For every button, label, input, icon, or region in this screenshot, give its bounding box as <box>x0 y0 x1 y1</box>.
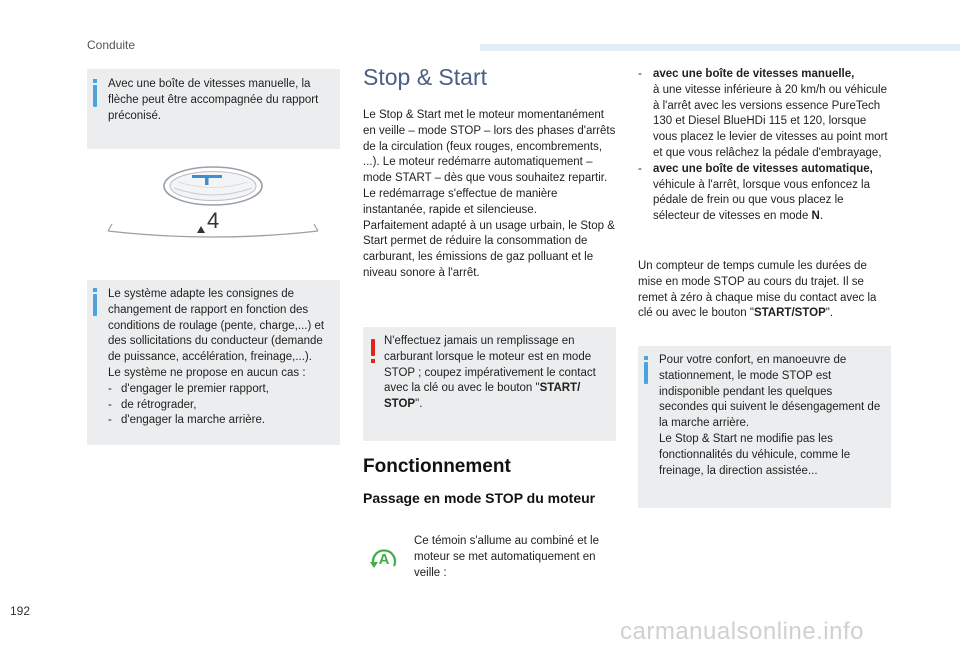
info-icon <box>93 85 97 107</box>
note-paragraph: Le Stop & Start ne modifie pas les fonctionnalités du véhicule, comme le freinage, la direction assistée... <box>659 432 851 477</box>
note-text: Avec une boîte de vitesses manuelle, la flèche peut être accompagnée du rapport préconisé. <box>108 78 319 122</box>
intro-text <box>363 108 618 282</box>
counter-text: Un compteur de temps cumule les durées de mise en mode STOP au cours du trajet. Il se remet à zéro à chaque mise du contact avec la clé ou avec le bouton "START/STOP". <box>638 260 877 320</box>
stop-indicator-icon <box>367 545 401 571</box>
conditions-list-block <box>638 67 891 225</box>
note-paragraph: Pour votre confort, en manoeuvre de stationnement, le mode STOP est indisponible pendant les quelques secondes qui suivent le désengagement de la marche arrière. <box>659 354 881 430</box>
intro-paragraph: Parfaitement adapté à un usage urbain, le Stop & Start permet de réduire la consommation de carburant, les émissions de gaz polluant et le niveau sonore à l'arrêt. <box>363 219 615 279</box>
note-body <box>108 287 336 429</box>
intro-paragraph: Le Stop & Start met le moteur momentanément en veille – mode STOP – lors des phases d'arrêts de la circulation (feux rouges, encombrements, ...). Le moteur redémarre automatiquement – mode START – dès que vous souhaitez repartir. Le redémarrage s'effectue de manière instantanée, rapide et silencieuse. <box>363 109 616 216</box>
indicator-letter: A <box>378 551 390 568</box>
info-note-manual-gearbox <box>87 69 340 149</box>
list-item: - d'engager la marche arrière. <box>108 413 336 429</box>
warning-icon <box>371 339 375 356</box>
watermark: carmanualsonline.info <box>620 618 864 645</box>
info-icon <box>644 362 648 384</box>
list-item: - avec une boîte de vitesses automatique, véhicule à l'arrêt, lorsque vous enfoncez la pédale de frein ou que vous placez le sélecteur de vitesses en mode N. <box>638 162 891 225</box>
info-icon <box>93 294 97 316</box>
conditions-list <box>638 67 891 225</box>
heading-fonctionnement: Fonctionnement <box>363 456 511 477</box>
warning-note-refuel <box>363 327 616 441</box>
note-paragraph: Le système ne propose en aucun cas : <box>108 366 306 379</box>
gear-shift-indicator-illustration <box>100 158 330 248</box>
info-note-comfort <box>638 346 891 508</box>
page-number: 192 <box>10 604 31 618</box>
warning-text: N'effectuez jamais un remplissage en carburant lorsque le moteur est en mode STOP ; coupez impérativement le contact avec la clé ou avec le bouton "START/ STOP". <box>384 335 596 411</box>
heading-passage-stop: Passage en mode STOP du moteur <box>363 490 596 506</box>
restrictions-list <box>108 382 336 429</box>
gear-number: 4 <box>207 208 220 233</box>
note-paragraph: Le système adapte les consignes de changement de rapport en fonction des conditions de roulage (pente, charge,...) et des sollicitations du conducteur (demande de puissance, accélération, freinage,...). <box>108 288 325 364</box>
indicator-text: Ce témoin s'allume au combiné et le moteur se met automatiquement en veille : <box>414 535 600 579</box>
list-item: - avec une boîte de vitesses manuelle, à une vitesse inférieure à 20 km/h ou véhicule à l'arrêt avec les versions essence PureTech 130 et Diesel BlueHDi 115 et 120, lorsque vous placez le levier de vitesses au point mort et que vous relâchez la pédale d'embrayage, <box>638 67 891 162</box>
section-title: Conduite <box>87 38 136 52</box>
info-note-gear-suggestions <box>87 280 340 445</box>
header-bar <box>480 44 960 51</box>
section-heading: Stop & Start <box>363 64 488 90</box>
list-item: - de rétrograder, <box>108 398 336 414</box>
note-body <box>659 353 884 479</box>
list-item: - d'engager le premier rapport, <box>108 382 336 398</box>
